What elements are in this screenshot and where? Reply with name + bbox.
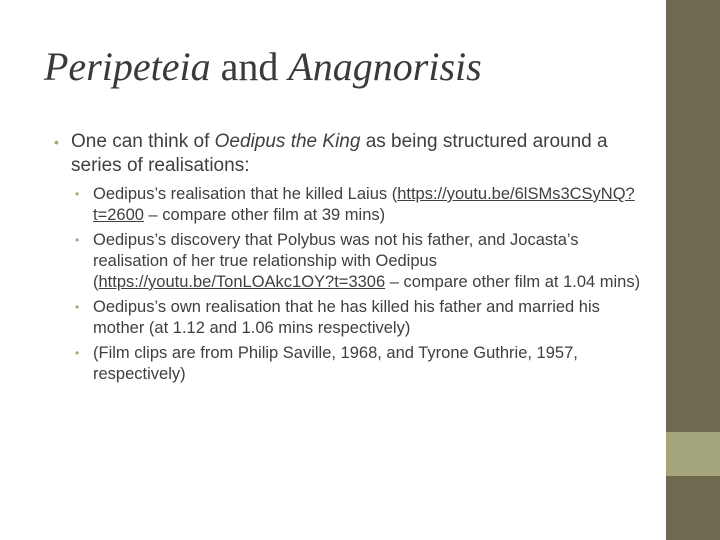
title-anagnorisis: Anagnorisis <box>288 44 482 89</box>
sidebar-accent-block <box>666 432 720 476</box>
video-link-polybus[interactable]: https://youtu.be/TonLOAkc1OY?t=3306 <box>98 273 386 291</box>
sub-bullet-text: Oedipus’s realisation that he killed Laius ( <box>93 185 398 203</box>
bullet-icon: • <box>75 300 80 314</box>
slide-title <box>44 44 644 90</box>
main-bullet-post: as being structured around a series of realisations: <box>71 131 608 176</box>
title-peripeteia: Peripeteia <box>44 44 211 89</box>
bullet-icon: • <box>54 134 59 150</box>
sub-bullet-text: – compare other film at 1.04 mins) <box>385 273 641 291</box>
sub-bullet-text: Oedipus’s discovery that Polybus was not his father, and Jocasta’s realisation of her true relationship with Oedipus ( <box>93 231 579 291</box>
main-bullet-work-title: Oedipus the King <box>214 131 361 152</box>
bullet-icon: • <box>75 187 80 201</box>
title-and: and <box>210 44 289 89</box>
sub-bullet-polybus <box>71 230 644 293</box>
sub-bullet-laius <box>71 184 644 226</box>
main-bullet-pre: One can think of <box>71 131 215 152</box>
sub-bullet-text: Oedipus’s own realisation that he has killed his father and married his mother (at 1.12 and 1.06 mins respectively) <box>93 298 600 337</box>
sub-bullet-text: (Film clips are from Philip Saville, 1968, and Tyrone Guthrie, 1957, respectively) <box>93 344 578 383</box>
main-bullet <box>54 130 644 178</box>
sub-bullet-text: – compare other film at 39 mins) <box>143 206 386 224</box>
bullet-icon: • <box>75 233 80 247</box>
bullet-icon: • <box>75 346 80 360</box>
sub-bullet-own-realisation <box>71 297 644 339</box>
sub-bullet-film-credits <box>71 343 644 385</box>
slide-content <box>54 130 644 389</box>
video-link-laius[interactable]: https://youtu.be/6lSMs3CSyNQ?t=2600 <box>93 185 635 224</box>
